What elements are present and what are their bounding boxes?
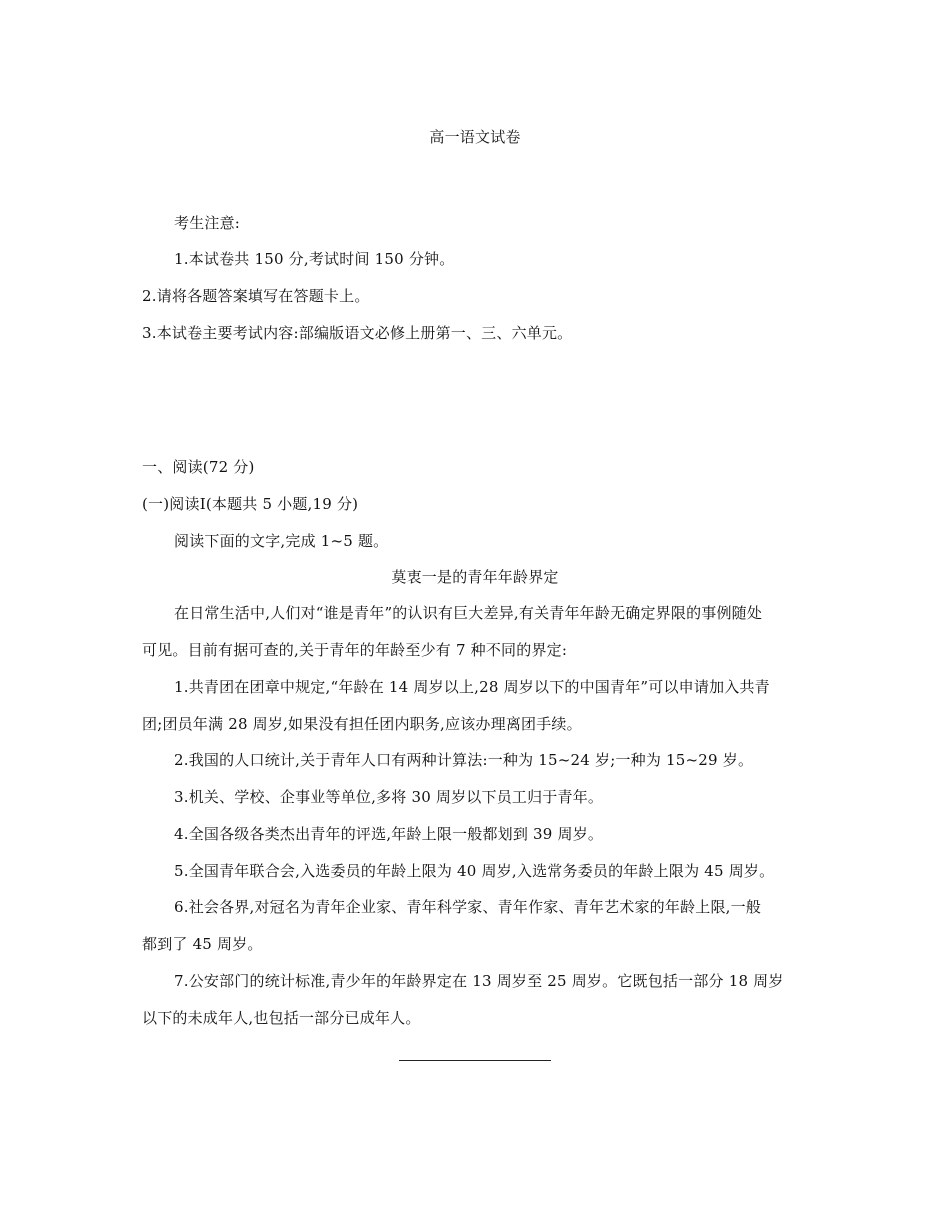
article-title: 莫衷一是的青年年龄界定	[391, 568, 559, 586]
article-line: 都到了 45 周岁。	[142, 935, 263, 953]
notice-item: 2.请将各题答案填写在答题卡上。	[142, 287, 370, 305]
article-line: 2.我国的人口统计,关于青年人口有两种计算法:一种为 15~24 岁;一种为 15~29 岁。	[174, 751, 754, 769]
article-line: 在日常生活中,人们对“谁是青年”的认识有巨大差异,有关青年年龄无确定界限的事例随处	[174, 604, 763, 622]
article-line: 4.全国各级各类杰出青年的评选,年龄上限一般都划到 39 周岁。	[174, 825, 604, 843]
section-subheading: (一)阅读I(本题共 5 小题,19 分)	[142, 495, 359, 513]
article-line: 3.机关、学校、企事业等单位,多将 30 周岁以下员工归于青年。	[174, 788, 604, 806]
section-instruction: 阅读下面的文字,完成 1~5 题。	[174, 532, 389, 550]
article-line: 1.共青团在团章中规定,“年龄在 14 周岁以上,28 周岁以下的中国青年”可以申请加入共青	[174, 678, 770, 696]
article-line: 5.全国青年联合会,入选委员的年龄上限为 40 周岁,入选常务委员的年龄上限为 45 周岁。	[174, 862, 775, 880]
footnote-divider	[399, 1060, 551, 1061]
article-line: 可见。目前有据可查的,关于青年的年龄至少有 7 种不同的界定:	[142, 641, 568, 659]
page-title: 高一语文试卷	[429, 128, 521, 146]
notice-item: 3.本试卷主要考试内容:部编版语文必修上册第一、三、六单元。	[142, 324, 573, 342]
article-line: 7.公安部门的统计标准,青少年的年龄界定在 13 周岁至 25 周岁。它既包括一部分 18 周岁	[174, 972, 784, 990]
article-line: 6.社会各界,对冠名为青年企业家、青年科学家、青年作家、青年艺术家的年龄上限,一般	[174, 898, 762, 916]
article-line: 以下的未成年人,也包括一部分已成年人。	[142, 1009, 421, 1027]
notice-item: 1.本试卷共 150 分,考试时间 150 分钟。	[174, 250, 455, 268]
notice-heading: 考生注意:	[174, 214, 241, 232]
section-heading: 一、阅读(72 分)	[142, 458, 255, 476]
article-line: 团;团员年满 28 周岁,如果没有担任团内职务,应该办理离团手续。	[142, 715, 582, 733]
